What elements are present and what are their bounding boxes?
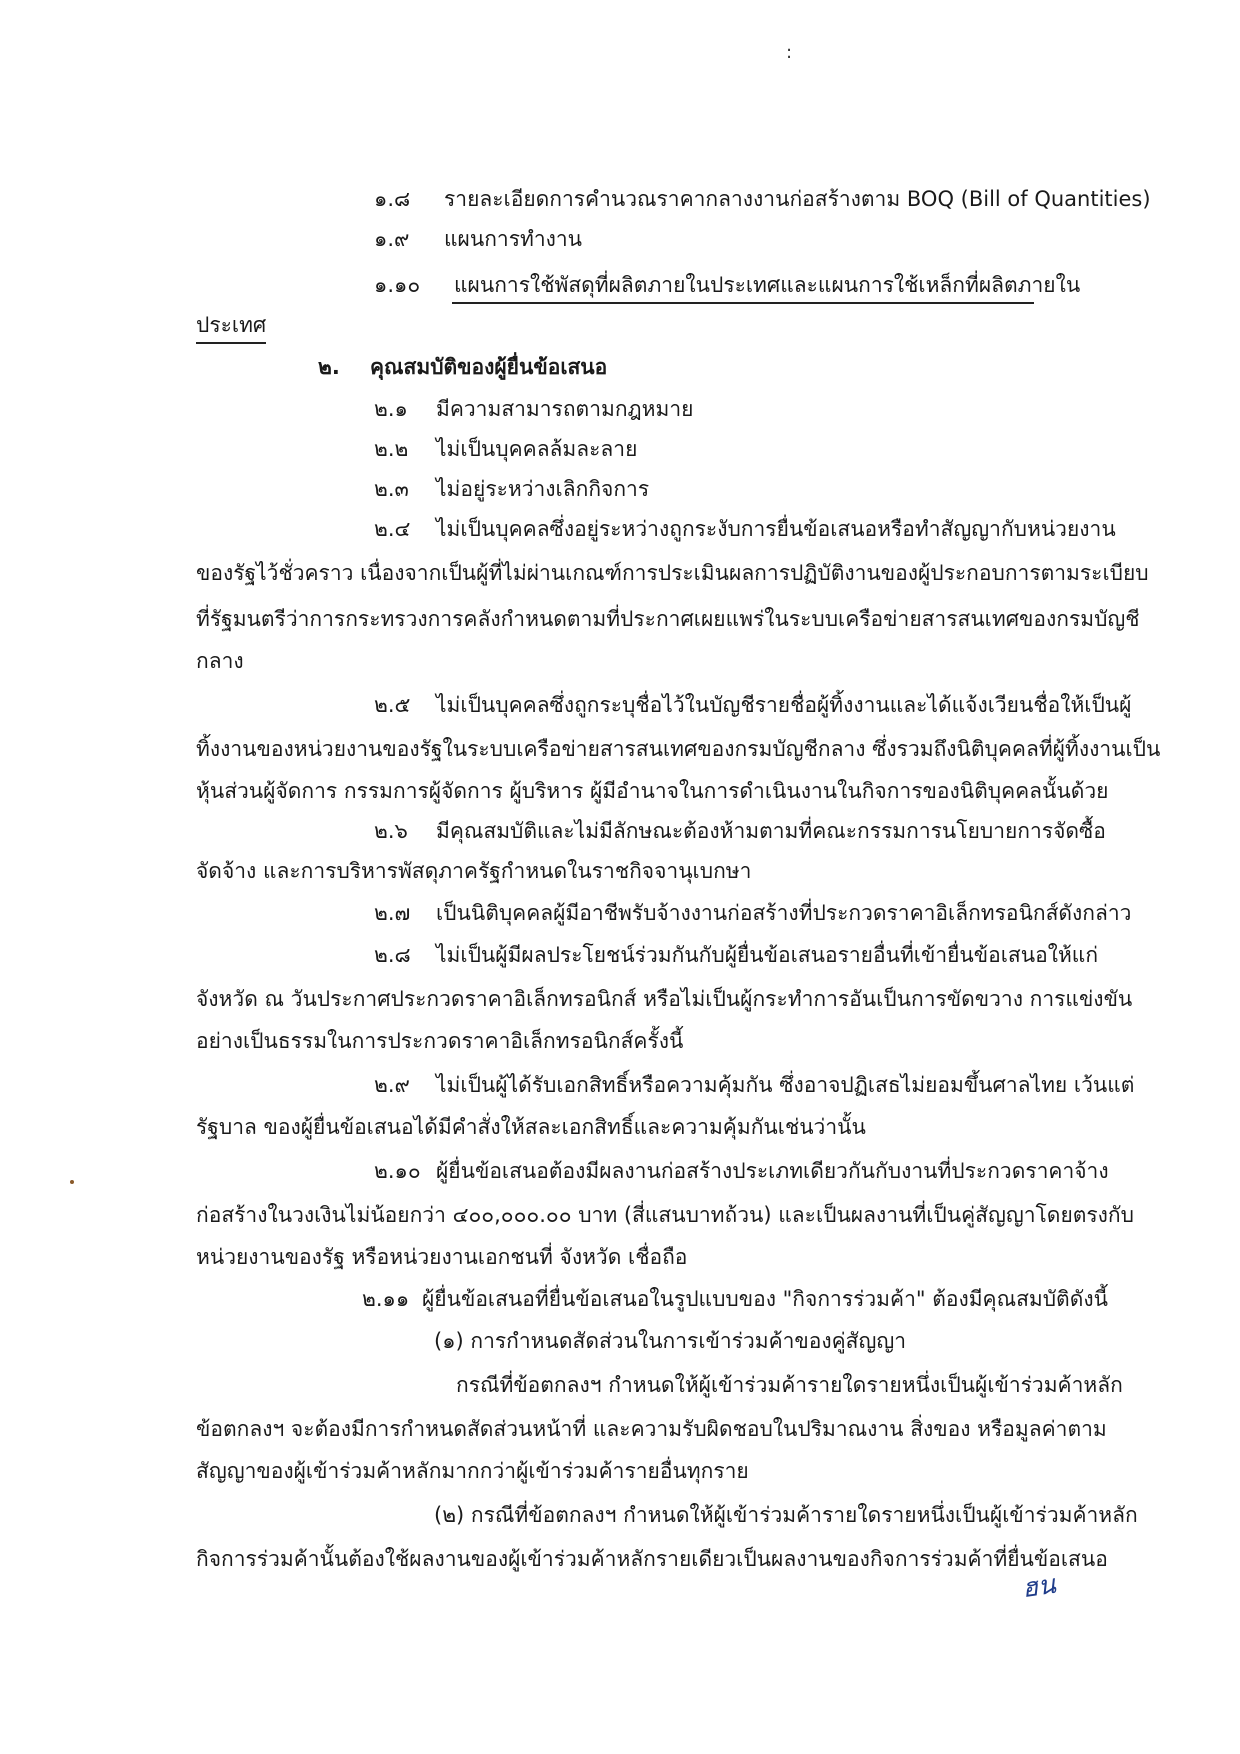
clause-text-continuation: ประเทศ — [196, 313, 267, 337]
subclause-text: กิจการร่วมค้านั้นต้องใช้ผลงานของผู้เข้าร่วมค้าหลักรายเดียวเป็นผลงานของกิจการร่วมค้าที่ยื่นข้อเสนอ — [196, 1547, 1108, 1571]
subclause-text: ข้อตกลงฯ จะต้องมีการกำหนดสัดส่วนหน้าที่ และความรับผิดชอบในปริมาณงาน สิ่งของ หรือมูลค่าตาม — [196, 1417, 1107, 1441]
clause-number: ๒.๓ — [374, 477, 409, 501]
clause-text: ของรัฐไว้ชั่วคราว เนื่องจากเป็นผู้ที่ไม่ผ่านเกณฑ์การประเมินผลการปฏิบัติงานของผู้ประกอบการตามระเบียบ — [196, 561, 1149, 585]
clause-text: ไม่อยู่ระหว่างเลิกกิจการ — [436, 477, 650, 501]
subclause-heading: (๑) การกำหนดสัดส่วนในการเข้าร่วมค้าของคู่สัญญา — [434, 1329, 907, 1353]
clause-number: ๒.๑ — [374, 397, 408, 421]
clause-number: ๒.๙ — [374, 1073, 410, 1097]
clause-text: กลาง — [196, 649, 244, 673]
clause-number: ๒.๑๐ — [374, 1159, 421, 1183]
clause-text: อย่างเป็นธรรมในการประกวดราคาอิเล็กทรอนิกส์ครั้งนี้ — [196, 1029, 684, 1053]
underline — [196, 342, 266, 344]
clause-text: ผู้ยื่นข้อเสนอที่ยื่นข้อเสนอในรูปแบบของ "กิจการร่วมค้า" ต้องมีคุณสมบัติดังนี้ — [422, 1287, 1108, 1311]
handwritten-initials: ฮน — [1020, 1569, 1058, 1605]
clause-text: เป็นนิติบุคคลผู้มีอาชีพรับจ้างงานก่อสร้างที่ประกวดราคาอิเล็กทรอนิกส์ดังกล่าว — [436, 901, 1132, 925]
clause-number: ๑.๙ — [374, 227, 410, 251]
top-mark: : — [786, 42, 793, 63]
subclause-text: (๒) กรณีที่ข้อตกลงฯ กำหนดให้ผู้เข้าร่วมค้ารายใดรายหนึ่งเป็นผู้เข้าร่วมค้าหลัก — [434, 1503, 1138, 1527]
subclause-text: สัญญาของผู้เข้าร่วมค้าหลักมากกว่าผู้เข้าร่วมค้ารายอื่นทุกราย — [196, 1459, 749, 1483]
clause-number: ๒.๖ — [374, 819, 408, 843]
clause-text: ก่อสร้างในวงเงินไม่น้อยกว่า ๔๐๐,๐๐๐.๐๐ บาท (สี่แสนบาทถ้วน) และเป็นผลงานที่เป็นคู่สัญญาโดยตรงกับ — [196, 1203, 1134, 1227]
clause-text: จัดจ้าง และการบริหารพัสดุภาครัฐกำหนดในราชกิจจานุเบกษา — [196, 859, 752, 883]
clause-text: ผู้ยื่นข้อเสนอต้องมีผลงานก่อสร้างประเภทเดียวกันกับงานที่ประกวดราคาจ้าง — [436, 1159, 1109, 1183]
clause-number: ๑.๘ — [374, 187, 411, 211]
underline — [452, 302, 1034, 304]
clause-text: ไม่เป็นบุคคลซึ่งอยู่ระหว่างถูกระงับการยื่นข้อเสนอหรือทำสัญญากับหน่วยงาน — [436, 517, 1116, 541]
clause-text: ไม่เป็นบุคคลล้มละลาย — [436, 437, 638, 461]
section-title: คุณสมบัติของผู้ยื่นข้อเสนอ — [370, 355, 608, 379]
clause-text: หน่วยงานของรัฐ หรือหน่วยงานเอกชนที่ จังหวัด เชื่อถือ — [196, 1245, 688, 1269]
clause-text: ทิ้งงานของหน่วยงานของรัฐในระบบเครือข่ายสารสนเทศของกรมบัญชีกลาง ซึ่งรวมถึงนิติบุคคลที่ผู้ทิ้งงานเป็น — [196, 737, 1161, 761]
clause-number: ๒.๕ — [374, 693, 411, 717]
clause-text: ที่รัฐมนตรีว่าการกระทรวงการคลังกำหนดตามที่ประกาศเผยแพร่ในระบบเครือข่ายสารสนเทศของกรมบัญชี — [196, 607, 1140, 631]
clause-number: ๑.๑๐ — [374, 273, 421, 297]
clause-number: ๒.๗ — [374, 901, 411, 925]
subclause-text: กรณีที่ข้อตกลงฯ กำหนดให้ผู้เข้าร่วมค้ารายใดรายหนึ่งเป็นผู้เข้าร่วมค้าหลัก — [456, 1373, 1123, 1397]
scan-speck — [70, 1180, 74, 1184]
clause-number: ๒.๔ — [374, 517, 411, 541]
clause-text: รายละเอียดการคำนวณราคากลางงานก่อสร้างตาม BOQ (Bill of Quantities) — [444, 187, 1151, 211]
clause-text: ไม่เป็นบุคคลซึ่งถูกระบุชื่อไว้ในบัญชีรายชื่อผู้ทิ้งงานและได้แจ้งเวียนชื่อให้เป็นผู้ — [436, 693, 1132, 717]
clause-text-underlined: แผนการใช้พัสดุที่ผลิตภายในประเทศและแผนการใช้เหล็กที่ผลิตภายใน — [454, 273, 1081, 297]
clause-number: ๒.๒ — [374, 437, 409, 461]
clause-text: หุ้นส่วนผู้จัดการ กรรมการผู้จัดการ ผู้บริหาร ผู้มีอำนาจในการดำเนินงานในกิจการของนิติบุคคลนั้นด้วย — [196, 779, 1109, 803]
section-number: ๒. — [318, 355, 340, 379]
clause-text: มีความสามารถตามกฎหมาย — [436, 397, 694, 421]
clause-text: จังหวัด ณ วันประกาศประกวดราคาอิเล็กทรอนิกส์ หรือไม่เป็นผู้กระทำการอันเป็นการขัดขวาง การแข่งขัน — [196, 987, 1133, 1011]
clause-number: ๒.๘ — [374, 943, 411, 967]
clause-text: ไม่เป็นผู้ได้รับเอกสิทธิ์หรือความคุ้มกัน ซึ่งอาจปฏิเสธไม่ยอมขึ้นศาลไทย เว้นแต่ — [436, 1073, 1135, 1097]
clause-text: มีคุณสมบัติและไม่มีลักษณะต้องห้ามตามที่คณะกรรมการนโยบายการจัดซื้อ — [436, 819, 1106, 843]
clause-text: แผนการทำงาน — [444, 227, 583, 251]
clause-text: ไม่เป็นผู้มีผลประโยชน์ร่วมกันกับผู้ยื่นข้อเสนอรายอื่นที่เข้ายื่นข้อเสนอให้แก่ — [436, 943, 1099, 967]
clause-text: รัฐบาล ของผู้ยื่นข้อเสนอได้มีคำสั่งให้สละเอกสิทธิ์และความคุ้มกันเช่นว่านั้น — [196, 1115, 866, 1139]
clause-number: ๒.๑๑ — [362, 1287, 410, 1311]
